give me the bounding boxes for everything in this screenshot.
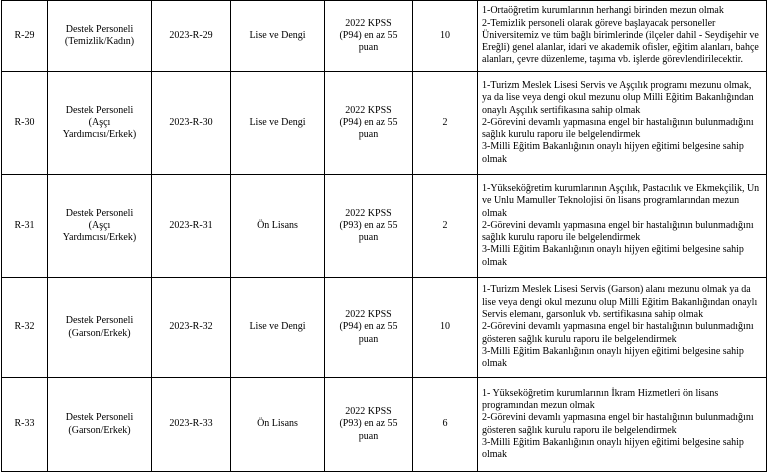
position-title-line: Destek Personeli [65, 412, 134, 424]
position-title-line: Destek Personeli [65, 104, 134, 116]
requirement-line: lise veya dengi okul mezunu olup Milli Eğitim Bakanlığından onaylı [482, 296, 758, 308]
requirement-line: 3-Milli Eğitim Bakanlığının onaylı hijyen eğitimi belgesine sahip [482, 345, 744, 357]
requirement-line: olmak [482, 256, 507, 268]
requirement-line: olmak [482, 153, 507, 165]
requirement-line: Üniversitemiz ve tüm bağlı birimlerinde (ilçeler dahil - Seydişehir ve [482, 29, 759, 41]
requirement-line: 2-Görevini devamlı yapmasına engel bir hastalığının bulunmadığını [482, 412, 754, 424]
kpss-line: (P93) en az 55 [339, 219, 398, 231]
kpss-line: (P94) en az 55 [339, 116, 398, 128]
requirement-line: 2-Görevini devamlı yapmasına engel bir hastalığının bulunmadığını [482, 321, 754, 333]
requirement-line: gösteren sağlık kurulu raporu ile belgelendirmek [482, 333, 677, 345]
kpss-line: (P94) en az 55 [339, 29, 398, 41]
requirement-line: 1-Yükseköğretim kurumlarının Aşçılık, Pastacılık ve Ekmekçilik, Un [482, 182, 760, 194]
kpss-line: puan [358, 333, 379, 345]
count-cell: 2 [413, 72, 478, 175]
position-code-cell: R-31 [2, 175, 48, 278]
requirement-line: 2-Görevini devamlı yapmasına engel bir hastalığının bulunmadığını [482, 219, 754, 231]
job-code-cell: 2023-R-31 [152, 175, 231, 278]
count-cell: 6 [413, 378, 478, 472]
kpss-cell [325, 278, 413, 378]
kpss-line: 2022 KPSS [345, 309, 392, 321]
requirements-cell [478, 1, 767, 72]
kpss-line: 2022 KPSS [345, 406, 392, 418]
position-title-cell [48, 278, 152, 378]
position-title-line: Destek Personeli [65, 23, 134, 35]
kpss-line: puan [358, 430, 379, 442]
position-title-cell [48, 1, 152, 72]
kpss-line: puan [358, 129, 379, 141]
requirement-line: 1- Yükseköğretim kurumlarının İkram Hizmetleri ön lisans [482, 387, 719, 399]
requirement-line: olmak [482, 358, 507, 370]
position-title-line: (Aşçı [88, 116, 111, 128]
kpss-line: 2022 KPSS [345, 207, 392, 219]
requirement-line: 3-Milli Eğitim Bakanlığının onaylı hijyen eğitimi belgesine sahip [482, 436, 744, 448]
kpss-line: (P93) en az 55 [339, 418, 398, 430]
requirements-cell [478, 378, 767, 472]
kpss-cell [325, 175, 413, 278]
requirement-line: Servis elemanı, garsonluk vb. sertifikasına sahip olmak [482, 309, 704, 321]
position-title-line: (Garson/Erkek) [68, 424, 131, 436]
kpss-cell [325, 378, 413, 472]
position-title-cell [48, 378, 152, 472]
position-title-line: (Temizlik/Kadın) [64, 36, 135, 47]
requirement-line: ya da lise veya dengi okul mezunu olup Milli Eğitim Bakanlığından [482, 92, 754, 104]
kpss-line: puan [358, 42, 379, 54]
requirement-line: olmak [482, 449, 507, 461]
requirement-line: sağlık kurulu raporu ile belgelendirmek [482, 232, 641, 244]
position-title-line: Yardımcısı/Erkek) [62, 129, 137, 141]
position-code-cell: R-30 [2, 72, 48, 175]
requirement-line: 1-Turizm Meslek Lisesi Servis ve Aşçılık programı mezunu olmak, [482, 79, 752, 91]
requirements-cell [478, 72, 767, 175]
requirements-cell [478, 175, 767, 278]
position-title-line: Destek Personeli [65, 315, 134, 327]
table-row [2, 378, 767, 472]
position-title-line: Yardımcısı/Erkek) [62, 232, 137, 244]
table-row [2, 175, 767, 278]
education-cell: Lise ve Dengi [231, 72, 325, 175]
requirement-line: 3-Milli Eğitim Bakanlığının onaylı hijyen eğitimi belgesine sahip [482, 244, 744, 256]
position-title-cell [48, 175, 152, 278]
requirement-line: gösteren sağlık kurulu raporu ile belgelendirmek [482, 424, 677, 436]
count-cell: 10 [413, 1, 478, 72]
requirement-line: Ereğli) genel alanlar, idari ve akademik ofisler, eğitim alanları, bahçe [482, 42, 759, 54]
requirement-line: programından mezun olmak [482, 399, 595, 411]
positions-table [1, 0, 767, 472]
requirement-line: sağlık kurulu raporu ile belgelendirmek [482, 129, 641, 141]
count-cell: 10 [413, 278, 478, 378]
job-code-cell: 2023-R-33 [152, 378, 231, 472]
education-cell: Ön Lisans [231, 378, 325, 472]
education-cell: Lise ve Dengi [231, 278, 325, 378]
position-title-cell [48, 72, 152, 175]
requirement-line: 1-Ortaöğretim kurumlarının herhangi birinden mezun olmak [482, 5, 724, 17]
position-code-cell: R-33 [2, 378, 48, 472]
requirement-line: alanları, çevre düzenleme, taşıma vb. işlerde görevlendirilecektir. [482, 54, 743, 66]
position-code-cell: R-29 [2, 1, 48, 72]
kpss-line: (P94) en az 55 [339, 321, 398, 333]
requirement-line: olmak [482, 207, 507, 219]
count-cell: 2 [413, 175, 478, 278]
kpss-cell [325, 72, 413, 175]
kpss-cell [325, 1, 413, 72]
job-code-cell: 2023-R-29 [152, 1, 231, 72]
requirement-line: onaylı Aşçılık sertifikasına sahip olmak [482, 104, 641, 116]
kpss-line: puan [358, 232, 379, 244]
table-row [2, 278, 767, 378]
kpss-line: 2022 KPSS [345, 17, 392, 29]
requirement-line: 2-Temizlik personeli olarak göreve başlayacak personeller [482, 17, 716, 29]
education-cell: Ön Lisans [231, 175, 325, 278]
position-title-line: (Aşçı [88, 219, 111, 231]
education-cell: Lise ve Dengi [231, 1, 325, 72]
job-code-cell: 2023-R-32 [152, 278, 231, 378]
requirement-line: ve Unlu Mamuller Teknolojisi ön lisans programlarından mezun [482, 195, 740, 207]
position-title-line: (Garson/Erkek) [68, 327, 131, 339]
position-title-line: Destek Personeli [65, 207, 134, 219]
job-code-cell: 2023-R-30 [152, 72, 231, 175]
table-row [2, 1, 767, 72]
position-code-cell: R-32 [2, 278, 48, 378]
requirement-line: 3-Milli Eğitim Bakanlığının onaylı hijyen eğitimi belgesine sahip [482, 141, 744, 153]
table-row [2, 72, 767, 175]
requirements-cell [478, 278, 767, 378]
kpss-line: 2022 KPSS [345, 104, 392, 116]
requirement-line: 1-Turizm Meslek Lisesi Servis (Garson) alanı mezunu olmak ya da [482, 284, 751, 296]
requirement-line: 2-Görevini devamlı yapmasına engel bir hastalığının bulunmadığını [482, 116, 754, 128]
